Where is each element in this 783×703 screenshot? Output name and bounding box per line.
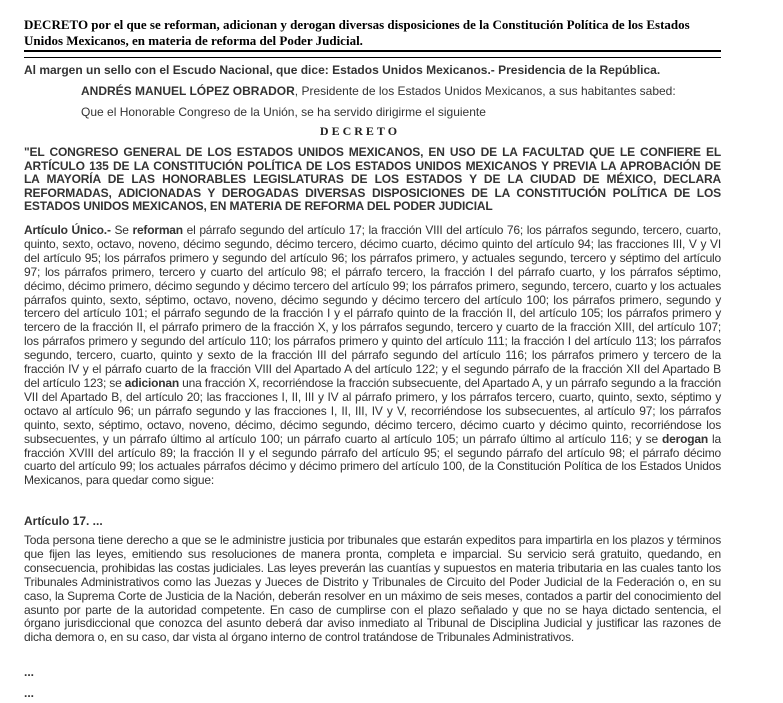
margin-note: Al margen un sello con el Escudo Nacional, que dice: Estados Unidos Mexicanos.- Presidencia de la República. (24, 63, 661, 77)
president-text: , Presidente de los Estados Unidos Mexicanos, a sus habitantes sabed: (294, 84, 676, 98)
articulo-17-title: Artículo 17. ... (24, 514, 103, 528)
ellipsis-1: ... (24, 665, 35, 679)
articulo-unico-text-1: Se (110, 223, 133, 237)
adicionan-keyword: adicionan (124, 375, 179, 390)
preamble: "EL CONGRESO GENERAL DE LOS ESTADOS UNIDOS MEXICANOS, EN USO DE LA FACULTAD QUE LE CONFIERE EL ARTÍCULO 135 DE LA CONSTITUCIÓN POLÍTICA DE LOS ESTADOS UNIDOS MEXICANOS Y PREVIA LA APROBACIÓN DE LA MAYORÍA DE LAS HONORABLES LEGISLATURAS DE LOS ESTADOS Y DE LA CIUDAD DE MÉXICO, DECLARA REFORMADAS, ADICIONADAS Y DEROGADAS DIVERSAS DISPOSICIONES DE LA CONSTITUCIÓN POLÍTICA DE LOS ESTADOS UNIDOS MEXICANOS, EN MATERIA DE REFORMA DEL PODER JUDICIAL (24, 145, 721, 214)
articulo-unico-text-3: una fracción X, recorriéndose la fracción subsecuente, del Apartado A, y un párrafo segundo a la fracción VII del Apartado B, del artículo 20; las fracciones I, II, III y IV al párrafo primero, y los párrafos tercero, cuarto, quinto, sexto, séptimo y octavo al artículo 96; un párrafo segundo y las fracciones I, II, III, IV y V, recorriéndose los subsecuentes, al artículo 97; los párrafos quinto, sexto, séptimo, octavo, noveno, décimo, décimo segundo, décimo tercero, décimo cuarto y décimo quinto, recorriéndose los subsecuentes, y un párrafo último al artículo 100; un párrafo cuarto al artículo 105; un párrafo último al artículo 116; y se (24, 375, 721, 446)
decree-title: DECRETO por el que se reforman, adicionan y derogan diversas disposiciones de la Constitución Política de los Estados Unidos Mexicanos, en materia de reforma del Poder Judicial. (24, 17, 690, 48)
ellipsis-2: ... (24, 686, 35, 700)
president-line (81, 83, 676, 99)
articulo-unico (24, 224, 721, 488)
congress-line: Que el Honorable Congreso de la Unión, se ha servido dirigirme el siguiente (81, 105, 486, 119)
articulo-unico-text-4: la fracción XVIII del artículo 89; la fracción II y el segundo párrafo del artículo 95; el segundo párrafo del artículo 98; el párrafo décimo cuarto del artículo 99; los actuales párrafos décimo y décimo primero del artículo 100, de la Constitución Política de los Estados Unidos Mexicanos, para quedar como sigue: (24, 431, 722, 488)
president-name: ANDRÉS MANUEL LÓPEZ OBRADOR (81, 84, 295, 98)
articulo-unico-label: Artículo Único.- (24, 223, 111, 237)
articulo-17-body: Toda persona tiene derecho a que se le administre justicia por tribunales que estarán expeditos para impartirla en los plazos y términos que fijen las leyes, emitiendo sus resoluciones de manera pronta, completa e imparcial. Su servicio será gratuito, quedando, en consecuencia, prohibidas las costas judiciales. Las leyes preverán las cuantías y supuestos en materia tributaria en las cuales tanto los Tribunales Administrativos como las Juezas y Jueces de Distrito y Tribunales de Circuito del Poder Judicial de la Federación o, en su caso, la Suprema Corte de Justicia de la Nación, deberán resolver en un máximo de seis meses, contados a partir del conocimiento del asunto por parte de la autoridad competente. En caso de cumplirse con el plazo señalado y que no se haya dictado sentencia, el órgano jurisdiccional que conozca del asunto deberá dar aviso inmediato al Tribunal de Disciplina Judicial y justificar las razones de dicha demora o, en su caso, dar vista al órgano interno de control tratándose de Tribunales Administrativos. (24, 533, 721, 645)
articulo-unico-text-2: el párrafo segundo del artículo 17; la fracción VIII del artículo 76; los párrafos segundo, tercero, cuarto, quinto, sexto, octavo, noveno, décimo segundo, décimo tercero, décimo cuarto, décimo quinto del artículo 94; las fracciones III, V y VI del artículo 95; los párrafos primero y segundo del artículo 96; los párrafos primero, y actuales segundo, tercero y séptimo del artículo 97; los párrafos primero, tercero y cuarto del artículo 98; el párrafo tercero, la fracción I del párrafo cuarto, y los párrafos séptimo, décimo, décimo primero, décimo segundo y décimo tercero del artículo 99; los párrafos primero, segundo, tercero, cuarto y los actuales párrafos quinto, sexto, séptimo, octavo, noveno, décimo segundo y décimo tercero del artículo 100; los párrafos primero, segundo y tercero del artículo 101; el párrafo segundo de la fracción I y el párrafo quinto de la fracción II, del artículo 105; los párrafos primero y tercero de la fracción II, el párrafo primero de la fracción X, y los párrafos segundo, tercero y cuarto de la fracción XIII, del artículo 107; los párrafos primero y segundo del artículo 110; los párrafos primero y quinto del artículo 111; la fracción I del artículo 113; los párrafos segundo, tercero, cuarto, quinto y sexto de la fracción III del párrafo segundo del artículo 116; los párrafos primero y tercero de la fracción IV y el párrafo cuarto de la fracción VIII del Apartado A del artículo 122; y el segundo párrafo de la fracción XII del Apartado B del artículo 123; se (24, 223, 721, 390)
title-divider-thin (24, 57, 721, 58)
derogan-keyword: derogan (662, 431, 708, 446)
title-divider-thick (24, 50, 721, 52)
decreto-heading: DECRETO (319, 124, 401, 138)
reforman-keyword: reforman (132, 223, 183, 237)
